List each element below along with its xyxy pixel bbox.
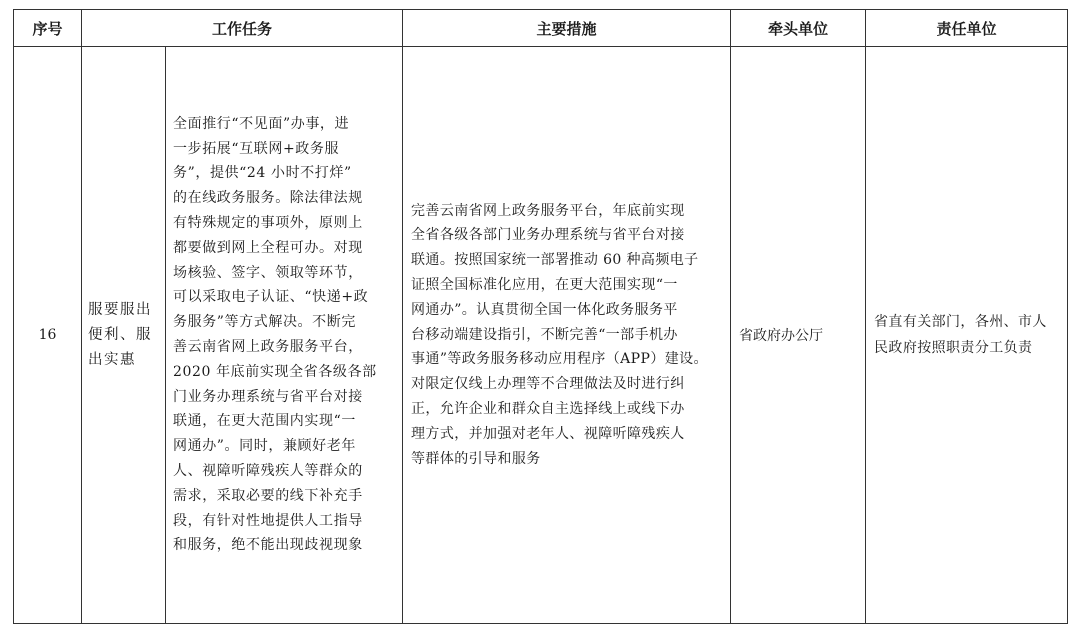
header-row [14,10,1068,47]
task-line: 场核验、签字、领取等环节， [173,264,363,281]
task-line: 善云南省网上政务服务平台， [173,339,363,355]
measure-line: 全省各级各部门业务办理系统与省平台对接 [411,227,685,244]
task-line: 可以采取电子认证、“快递+政 [173,289,369,306]
cell-lead-unit: 省政府办公厅 [731,47,866,624]
cell-seq: 16 [14,47,82,624]
task-line: 务服务”等方式解决。不断完 [173,314,356,331]
header-task: 工作任务 [82,10,403,47]
task-line: 务”，提供“24 小时不打烊” [173,165,352,182]
task-line: 和服务，绝不能出现歧视现象 [173,537,363,554]
task-line: 的在线政务服务。除法律法规 [173,190,363,207]
measure-line: 对限定仅线上办理等不合理做法及时进行纠 [411,376,685,393]
header-resp-unit: 责任单位 [866,10,1068,47]
cell-category [82,47,166,624]
task-line: 2020 年底前实现全省各级各部 [173,363,377,380]
task-line: 全面推行“不见面”办事，进 [173,115,350,132]
measure-line: 完善云南省网上政务服务平台，年底前实现 [411,202,685,219]
category-line: 服要服出 [88,301,152,318]
category-line: 出实惠 [88,351,136,368]
measure-line: 正，允许企业和群众自主选择线上或线下办 [411,400,685,417]
cell-task [166,47,403,624]
cell-measures [403,47,731,624]
measure-line: 台移动端建设指引，不断完善“一部手机办 [411,326,678,343]
header-seq: 序号 [14,10,82,47]
table-row [14,47,1068,624]
measure-line: 等群体的引导和服务 [411,450,541,467]
measure-line: 联通。按照国家统一部署推动 60 种高频电子 [411,252,699,269]
resp-line: 省直有关部门，各州、市人 [874,314,1047,330]
measure-line: 证照全国标准化应用，在更大范围实现“一 [411,277,678,293]
task-line: 联通，在更大范围内实现“一 [173,413,356,430]
header-lead-unit: 牵头单位 [731,10,866,47]
resp-line: 民政府按照职责分工负责 [874,340,1033,356]
task-line: 一步拓展“互联网+政务服 [173,140,340,157]
task-line: 段，有针对性地提供人工指导 [173,512,363,529]
task-line: 门业务办理系统与省平台对接 [173,388,363,405]
task-line: 都要做到网上全程可办。对现 [173,239,363,256]
cell-resp-unit [866,47,1068,624]
measure-line: 网通办”。认真贯彻全国一体化政务服务平 [411,301,678,318]
task-line: 网通办”。同时，兼顾好老年 [173,438,356,455]
category-line: 便利、服 [88,326,152,343]
task-table [13,9,1068,624]
header-measures: 主要措施 [403,10,731,47]
task-line: 需求，采取必要的线下补充手 [173,487,363,504]
task-line: 人、视障听障残疾人等群众的 [173,462,363,479]
measure-line: 事通”等政务服务移动应用程序（APP）建设。 [411,351,708,368]
task-line: 有特殊规定的事项外，原则上 [173,215,363,232]
measure-line: 理方式，并加强对老年人、视障听障残疾人 [411,425,685,442]
